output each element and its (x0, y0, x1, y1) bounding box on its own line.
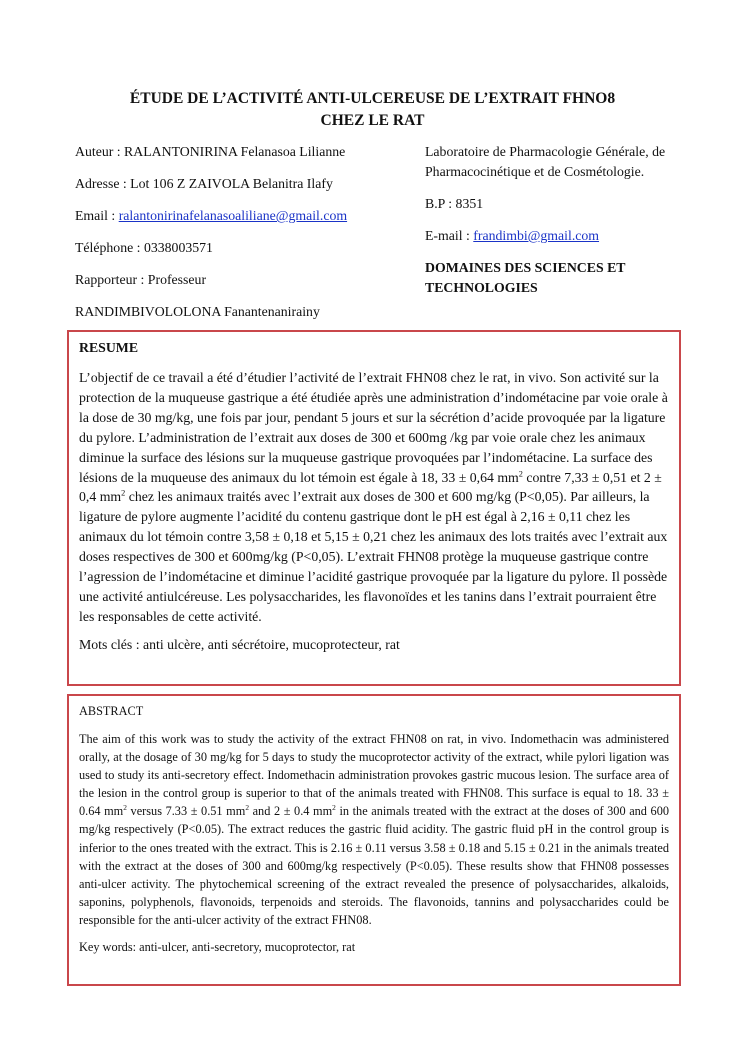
page-title (60, 88, 685, 132)
reporter-name: RANDIMBIVOLOLONA Fanantenanirainy (75, 304, 320, 319)
lab-name: Laboratoire de Pharmacologie Générale, de Pharmacocinétique et de Cosmétologie. (425, 144, 666, 179)
lab-email-label: E-mail : (425, 228, 474, 243)
resume-text-1: L’objectif de ce travail a été d’étudier l’activité de l’extrait FHN08 chez le rat, in vivo. Son activité sur la protection de la muqueuse gastrique a été étudiée après une administration d’indométacine par voie orale à la dose de 30 mg/kg, une fois par jour, pendant 5 jours et sur la sécrétion d’acide provoquée par la ligature du pylore. L’administration de l’extrait aux doses de 300 et 600mg /kg par voie orale chez les animaux diminue la surface des lésions sur la muqueuse gastrique provoquées par l’indométacine. La surface des lésions de la muqueuse des animaux du lot témoin est égale à 18, 33 ± 0,64 mm (79, 370, 668, 485)
email-line (75, 206, 405, 226)
author-email-link[interactable]: ralantonirinafelanasoaliliane@gmail.com (118, 208, 348, 223)
resume-text-2: contre 7,33 ± 0,51 et 2 ± 0,4 mm (79, 469, 662, 505)
abstract-box (67, 694, 681, 986)
abstract-sup-3: 2 (332, 803, 336, 813)
lab-email-line (425, 226, 700, 246)
reporter-line: Rapporteur : Professeur (75, 272, 207, 287)
abstract-keywords: Key words: anti-ulcer, anti-secretory, mucoprotector, rat (79, 940, 356, 955)
lab-domain: DOMAINES DES SCIENCES ET TECHNOLOGIES (425, 260, 626, 295)
abstract-sup-2: 2 (245, 803, 249, 813)
abstract-text-2: versus 7.33 ± 0.51 mm (126, 804, 246, 819)
address-line: Adresse : Lot 106 Z ZAIVOLA Belanitra Ilafy (75, 176, 333, 191)
abstract-body (79, 730, 669, 929)
lab-bp: B.P : 8351 (425, 196, 484, 211)
email-label: Email : (75, 208, 119, 223)
lab-info (425, 142, 700, 310)
resume-heading: RESUME (79, 340, 139, 355)
title-line-2: CHEZ LE RAT (320, 112, 425, 129)
abstract-text-1: The aim of this work was to study the activity of the extract FHN08 on rat, in vivo. Indomethacin was administered orally, at the dosage of 30 mg/kg for 5 days to study the mucoprotector activity of the extract, while pylori ligation was used to study its anti-secretory effect. Indomethacin administration provokes gastric mucous lesion. The surface area of the lesion in the control group is superior to that of the animals treated with FHN08. This surface is equal to 18. 33 ± 0.64 mm (79, 732, 669, 819)
resume-sup-2: 2 (121, 488, 126, 498)
abstract-heading: ABSTRACT (79, 704, 144, 718)
resume-sup-1: 2 (518, 468, 523, 478)
abstract-sup-1: 2 (123, 803, 127, 813)
lab-email-link[interactable]: frandimbi@gmail.com (473, 228, 600, 243)
resume-box (67, 330, 681, 686)
abstract-text-4: in the animals treated with the extract at the doses of 300 and 600 mg/kg respectively (P<0.05). The extract reduces the gastric fluid acidity. The gastric fluid pH in the control group is inferior to the ones treated with the extract. This is 2.16 ± 0.11 versus 3.58 ± 0.18 and 5.15 ± 0.21 in the animals treated with the extract at the doses of 300 and 600mg/kg respectively (P<0.05). These results show that FHN08 possesses anti-ulcer activity. The phytochemical screening of the extract revealed the presence of polysaccharides, alkaloids, saponins, polyphenols, flavonoids, terpenoids and steroids. The flavonoids, tannins and polysaccharides could be responsible for the anti-ulcer activity of the extract FHN08. (79, 804, 670, 927)
resume-keywords: Mots clés : anti ulcère, anti sécrétoire, mucoprotecteur, rat (79, 636, 400, 652)
resume-body (79, 368, 669, 627)
phone-line: Téléphone : 0338003571 (75, 240, 213, 255)
resume-text-3: chez les animaux traités avec l’extrait aux doses de 300 et 600 mg/kg (P<0,05). Par ailleurs, la ligature de pylore augmente l’acidité du contenu gastrique dont le pH est égal à 2,16 ± 0,11 chez les animaux du lot témoin contre 3,58 ± 0,18 et 5,15 ± 0,21 chez les animaux des lots traités avec l’extrait aux doses respectives de 300 et 600mg/kg (P<0,05). L’extrait FHN08 protège la muqueuse gastrique contre l’agression de l’indométacine et diminue l’acidité gastrique provoquée par la ligature du pylore. Il possède une activité antiulcéreuse. Les polysaccharides, les flavonoïdes et les tanins dans l’extrait pourraient être les responsables de cette activité. (79, 489, 668, 624)
title-line-1: ÉTUDE DE L’ACTIVITÉ ANTI-ULCEREUSE DE L’EXTRAIT FHNO8 (129, 90, 616, 107)
author-line: Auteur : RALANTONIRINA Felanasoa Lilianne (75, 144, 346, 159)
author-info (75, 142, 405, 334)
abstract-text-3: and 2 ± 0.4 mm (249, 804, 333, 819)
